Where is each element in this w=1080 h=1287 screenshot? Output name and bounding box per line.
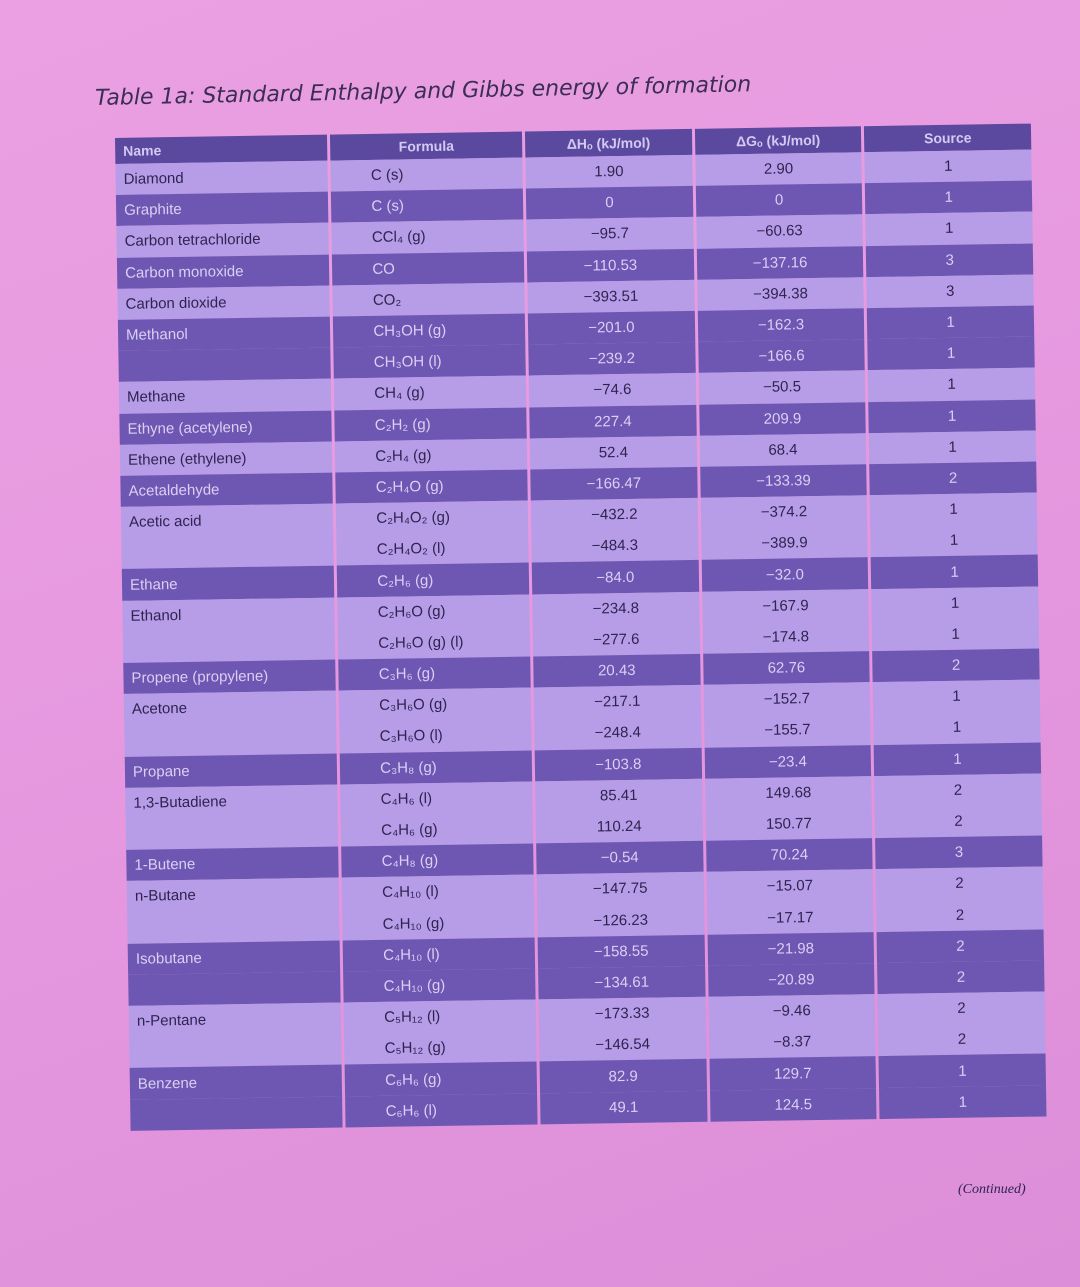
cell-source: 2 xyxy=(878,992,1045,1026)
cell-formula: C (s) xyxy=(331,158,523,192)
cell-source: 2 xyxy=(878,1023,1045,1057)
cell-formula: C₆H₆ (l) xyxy=(345,1093,537,1127)
cell-dg: −394.38 xyxy=(697,277,864,311)
cell-dh: −146.54 xyxy=(539,1028,706,1062)
cell-name: Propane xyxy=(125,753,338,788)
cell-source: 1 xyxy=(873,711,1040,745)
cell-formula: CCl₄ (g) xyxy=(332,220,524,254)
cell-dh: 82.9 xyxy=(540,1059,707,1093)
cell-dh: −234.8 xyxy=(532,591,699,625)
cell-source: 2 xyxy=(872,649,1039,683)
cell-formula: C₄H₁₀ (l) xyxy=(342,875,534,909)
cell-dg: 150.77 xyxy=(705,807,872,841)
cell-source: 1 xyxy=(872,586,1039,620)
cell-formula: C₃H₆O (g) xyxy=(339,688,531,722)
cell-source: 1 xyxy=(869,430,1036,464)
cell-dg: 149.68 xyxy=(705,776,872,810)
cell-source: 3 xyxy=(866,243,1033,277)
cell-formula: CH₃OH (g) xyxy=(333,313,525,347)
cell-dg: −32.0 xyxy=(701,558,868,592)
cell-name xyxy=(121,535,334,570)
cell-name: Ethanol xyxy=(122,597,335,632)
cell-source: 3 xyxy=(875,836,1042,870)
cell-name xyxy=(118,348,331,383)
cell-dh: −217.1 xyxy=(534,685,701,719)
cell-formula: C₄H₁₀ (g) xyxy=(342,906,534,940)
cell-source: 1 xyxy=(871,555,1038,589)
cell-dh: 49.1 xyxy=(540,1090,707,1124)
cell-dg: 0 xyxy=(696,183,863,217)
cell-dh: −432.2 xyxy=(531,498,698,532)
cell-name: Acetaldehyde xyxy=(120,472,333,507)
cell-dg: 62.76 xyxy=(703,651,870,685)
cell-dg: −23.4 xyxy=(704,745,871,779)
cell-source: 1 xyxy=(873,680,1040,714)
cell-dg: −174.8 xyxy=(702,620,869,654)
cell-source: 1 xyxy=(866,212,1033,246)
cell-dh: −239.2 xyxy=(528,342,695,376)
cell-name: Diamond xyxy=(115,161,328,196)
cell-dh: −173.33 xyxy=(539,997,706,1031)
cell-source: 1 xyxy=(868,337,1035,371)
cell-formula: C₄H₁₀ (l) xyxy=(343,937,535,971)
cell-formula: C₄H₆ (g) xyxy=(341,812,533,846)
cell-dg: −374.2 xyxy=(700,495,867,529)
cell-name: Benzene xyxy=(130,1065,343,1100)
table-body xyxy=(115,150,1046,1131)
cell-dh: 1.90 xyxy=(525,155,692,189)
cell-dg: −152.7 xyxy=(703,682,870,716)
cell-dh: −393.51 xyxy=(527,280,694,314)
cell-name: Propene (propylene) xyxy=(123,660,336,695)
header-enthalpy: ΔHₒ (kJ/mol) xyxy=(525,129,692,158)
cell-name: Methanol xyxy=(118,317,331,352)
cell-formula: C₂H₄ (g) xyxy=(335,438,527,472)
cell-dh: −84.0 xyxy=(532,560,699,594)
cell-dh: 20.43 xyxy=(533,654,700,688)
cell-dh: −103.8 xyxy=(535,747,702,781)
cell-dh: 227.4 xyxy=(529,404,696,438)
cell-dg: −133.39 xyxy=(700,464,867,498)
cell-formula: CO₂ xyxy=(333,282,525,316)
cell-dg: −8.37 xyxy=(709,1025,876,1059)
cell-dh: −248.4 xyxy=(534,716,701,750)
cell-source: 2 xyxy=(875,804,1042,838)
cell-name: Carbon dioxide xyxy=(117,285,330,320)
cell-formula: C₅H₁₂ (l) xyxy=(344,1000,536,1034)
cell-name: Graphite xyxy=(116,192,329,227)
cell-dh: 85.41 xyxy=(535,779,702,813)
cell-formula: CH₃OH (l) xyxy=(334,345,526,379)
cell-name xyxy=(127,909,340,944)
cell-formula: C₃H₆ (g) xyxy=(339,656,531,690)
cell-source: 1 xyxy=(879,1085,1046,1119)
cell-name: Carbon monoxide xyxy=(117,254,330,289)
cell-name: Ethene (ethylene) xyxy=(120,441,333,476)
cell-name xyxy=(128,971,341,1006)
cell-formula: CH₄ (g) xyxy=(334,376,526,410)
cell-dh: 110.24 xyxy=(536,810,703,844)
header-name: Name xyxy=(115,135,328,164)
cell-dh: −126.23 xyxy=(537,903,704,937)
cell-name xyxy=(124,722,337,757)
cell-formula: C₃H₆O (l) xyxy=(339,719,531,753)
enthalpy-gibbs-table xyxy=(112,124,1049,1131)
cell-name: Ethane xyxy=(122,566,335,601)
cell-dg: −167.9 xyxy=(702,589,869,623)
cell-source: 2 xyxy=(874,773,1041,807)
cell-formula: C₂H₂ (g) xyxy=(335,407,527,441)
cell-dg: −155.7 xyxy=(704,714,871,748)
cell-dh: −201.0 xyxy=(528,311,695,345)
cell-formula: C₄H₆ (l) xyxy=(340,781,532,815)
continued-note: (Continued) xyxy=(958,1182,1026,1197)
cell-source: 1 xyxy=(869,399,1036,433)
cell-source: 1 xyxy=(865,181,1032,215)
cell-dg: −166.6 xyxy=(698,339,865,373)
cell-dh: −147.75 xyxy=(537,872,704,906)
cell-source: 1 xyxy=(874,742,1041,776)
cell-dg: −17.17 xyxy=(707,901,874,935)
cell-dg: 209.9 xyxy=(699,402,866,436)
cell-dg: 68.4 xyxy=(699,433,866,467)
cell-source: 2 xyxy=(876,898,1043,932)
cell-source: 2 xyxy=(876,867,1043,901)
cell-name: n-Butane xyxy=(127,878,340,913)
cell-name: 1-Butene xyxy=(126,847,339,882)
cell-dg: −162.3 xyxy=(697,308,864,342)
cell-source: 1 xyxy=(867,305,1034,339)
cell-dg: −50.5 xyxy=(698,371,865,405)
cell-dh: −95.7 xyxy=(526,217,693,251)
cell-name: Methane xyxy=(119,379,332,414)
cell-name: Acetic acid xyxy=(121,504,334,539)
cell-source: 3 xyxy=(867,274,1034,308)
cell-dh: −484.3 xyxy=(531,529,698,563)
cell-dg: −20.89 xyxy=(708,963,875,997)
cell-name xyxy=(123,628,336,663)
cell-name: Isobutane xyxy=(128,940,341,975)
cell-formula: CO xyxy=(332,251,524,285)
cell-name: Acetone xyxy=(124,691,337,726)
cell-dh: −158.55 xyxy=(538,934,705,968)
cell-name xyxy=(130,1096,343,1131)
cell-formula: C₆H₆ (g) xyxy=(345,1062,537,1096)
cell-name: 1,3-Butadiene xyxy=(125,784,338,819)
data-table-container xyxy=(112,124,1049,1131)
cell-source: 2 xyxy=(877,960,1044,994)
cell-name: Carbon tetrachloride xyxy=(116,223,329,258)
cell-formula: C₂H₄O₂ (g) xyxy=(336,501,528,535)
cell-dh: −110.53 xyxy=(527,248,694,282)
table-caption: Table 1a: Standard Enthalpy and Gibbs energy of formation xyxy=(95,72,752,111)
cell-formula: C₄H₈ (g) xyxy=(341,844,533,878)
cell-name xyxy=(126,815,339,850)
cell-source: 1 xyxy=(872,617,1039,651)
cell-dg: −60.63 xyxy=(696,215,863,249)
cell-dg: 124.5 xyxy=(710,1088,877,1122)
cell-dg: 2.90 xyxy=(695,152,862,186)
cell-dg: 70.24 xyxy=(706,838,873,872)
cell-dg: −21.98 xyxy=(707,932,874,966)
cell-formula: C₂H₆ (g) xyxy=(337,563,529,597)
cell-dg: −9.46 xyxy=(708,994,875,1028)
header-source: Source xyxy=(864,124,1031,153)
cell-formula: C₃H₈ (g) xyxy=(340,750,532,784)
cell-dh: −134.61 xyxy=(538,966,705,1000)
cell-formula: C (s) xyxy=(331,189,523,223)
cell-dh: −277.6 xyxy=(533,623,700,657)
cell-dh: −0.54 xyxy=(536,841,703,875)
cell-dg: −15.07 xyxy=(706,869,873,903)
cell-name: Ethyne (acetylene) xyxy=(119,410,332,445)
header-gibbs: ΔGₒ (kJ/mol) xyxy=(695,126,862,155)
cell-source: 1 xyxy=(879,1054,1046,1088)
cell-dg: 129.7 xyxy=(709,1057,876,1091)
cell-dh: −166.47 xyxy=(530,467,697,501)
cell-formula: C₂H₄O₂ (l) xyxy=(337,532,529,566)
cell-name xyxy=(129,1034,342,1069)
cell-formula: C₂H₆O (g) xyxy=(338,594,530,628)
cell-dh: −74.6 xyxy=(529,373,696,407)
cell-formula: C₂H₄O (g) xyxy=(336,469,528,503)
cell-dh: 52.4 xyxy=(530,436,697,470)
cell-formula: C₂H₆O (g) (l) xyxy=(338,625,530,659)
cell-source: 1 xyxy=(865,150,1032,184)
cell-name: n-Pentane xyxy=(129,1003,342,1038)
cell-source: 1 xyxy=(871,524,1038,558)
cell-dh: 0 xyxy=(526,186,693,220)
cell-source: 2 xyxy=(877,929,1044,963)
header-formula: Formula xyxy=(330,132,522,161)
cell-formula: C₄H₁₀ (g) xyxy=(343,968,535,1002)
cell-formula: C₅H₁₂ (g) xyxy=(344,1031,536,1065)
cell-dg: −137.16 xyxy=(696,246,863,280)
cell-source: 1 xyxy=(868,368,1035,402)
cell-dg: −389.9 xyxy=(701,526,868,560)
cell-source: 2 xyxy=(870,461,1037,495)
cell-source: 1 xyxy=(870,493,1037,527)
